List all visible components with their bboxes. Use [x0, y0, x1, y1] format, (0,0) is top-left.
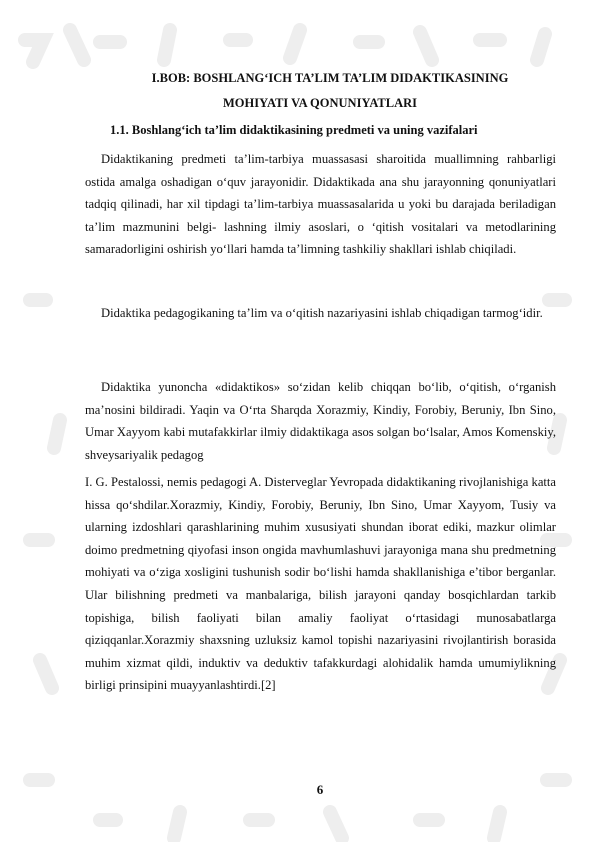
chapter-title-line-2: MOHIYATI VA QONUNIYATLARI — [222, 96, 418, 110]
page-number: 6 — [316, 782, 324, 797]
chapter-title-line-1: I.BOB: BOSHLANG‘ICH TA’LIM TA’LIM DIDAKTIKASINING — [151, 71, 509, 85]
paragraph-3: Didaktika yunoncha «didaktikos» so‘zidan kelib chiqqan bo‘lib, o‘qitish, o‘rganish ma’nosini bildiradi. Yaqin va O‘rta Sharqda Xorazmiy, Kindiy, Forobiy, Beruniy, Ibn Sino, Umar Xayyom kabi mutafakkirlar ilmiy didaktikaga asos solgan bo‘lsalar, Amos Komenskiy, shveysariyalik pedagog — [85, 380, 556, 462]
section-title: 1.1. Boshlang‘ich ta’lim didaktikasining predmeti va uning vazifalari — [110, 123, 478, 137]
paragraph-4: I. G. Pestalossi, nemis pedagogi A. Disterveglar Yevropada didaktikaning rivojlanishiga katta hissa qo‘shdilar.Xorazmiy, Kindiy, Forobiy, Beruniy, Ibn Sino, Umar Xayyom, Tusiy va ularning izdoshlari qarashlarining muhim xususiyati shundan iborat ediki, mazkur olimlar doimo predmetning qiyofasi inson ongida mavhumlashuvi jarayoniga mana shu predmetning mohiyati va o‘ziga xosligini tushunish sodir bo‘lishi hamda shakllanishiga e’tibor berganlar. Ular bilishning predmeti va manbalariga, bilish jarayoni qanday bosqichlardan tarkib topishiga, bilish faoliyati bilan amaliy faoliyat o‘rtasidagi munosabatlarga qiziqqanlar.Xorazmiy shaxsning uzluksiz kamol topishi nazariyasini rivojlantirish borasida muhim xizmat qildi, induktiv va deduktiv tafakkurdagi alohidalik hamda umumiylikning birligi prinsipini muayyanlashtirdi.[2] — [85, 475, 556, 693]
paragraph-1: Didaktikaning predmeti ta’lim-tarbiya muassasasi sharoitida muallimning rahbarligi ostida amalga oshadigan o‘quv jarayonidir. Didaktikada ana shu jarayonning qonuniyatlari tadqiq qilinadi, har xil tipdagi ta’lim-tarbiya muassasalarida u yoki bu darajada beriladigan ta’lim mazmunini belgi- lashning ilmiy asoslari, o ‘qitish vositalari va metodlarining samaradorligini oshirish yo‘llari hamda ta’limning tashkiliy shakllari ishlab chiqiladi. — [85, 152, 556, 257]
paragraph-2: Didaktika pedagogikaning ta’lim va o‘qitish nazariyasini ishlab chiqadigan tarmog‘idir. — [101, 306, 543, 320]
